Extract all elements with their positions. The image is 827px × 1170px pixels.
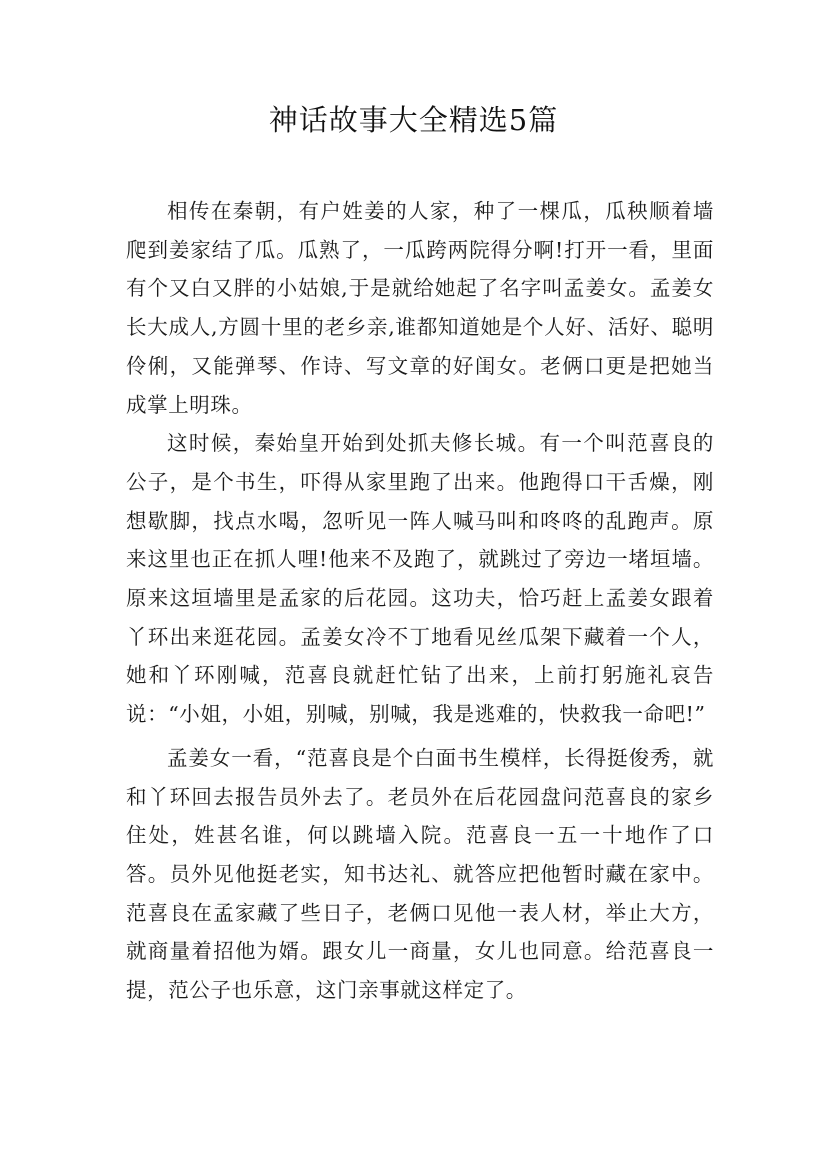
paragraph-3: 孟姜女一看，“范喜良是个白面书生模样，长得挺俊秀，就和丫环回去报告员外去了。老员外在后花园盘问范喜良的家乡住处，姓甚名谁，何以跳墙入院。范喜良一五一十地作了口答。员外见他挺老实，知书达礼、就答应把他暂时藏在家中。范喜良在孟家藏了些日子，老俩口见他一表人材，举止大方，就商量着招他为婿。跟女儿一商量，女儿也同意。给范喜良一提，范公子也乐意，这门亲事就这样定了。 bbox=[126, 745, 714, 1003]
document-title: 神话故事大全精选5篇 bbox=[268, 103, 559, 137]
paragraph-1: 相传在秦朝，有户姓姜的人家，种了一棵瓜，瓜秧顺着墙爬到姜家结了瓜。瓜熟了，一瓜跨两院得分啊!打开一看，里面有个又白又胖的小姑娘,于是就给她起了名字叫孟姜女。孟姜女长大成人,方圆十里的老乡亲,谁都知道她是个人好、活好、聪明伶俐，又能弹琴、作诗、写文章的好闺女。老俩口更是把她当成掌上明珠。 bbox=[126, 199, 714, 417]
document-body bbox=[126, 192, 714, 1010]
paragraph-2: 这时候，秦始皇开始到处抓夫修长城。有一个叫范喜良的公子，是个书生，吓得从家里跑了出来。他跑得口干舌燥，刚想歇脚，找点水喝，忽听见一阵人喊马叫和咚咚的乱跑声。原来这里也正在抓人哩!他来不及跑了，就跳过了旁边一堵垣墙。原来这垣墙里是孟家的后花园。这功夫，恰巧赶上孟姜女跟着丫环出来逛花园。孟姜女冷不丁地看见丝瓜架下藏着一个人，她和丫环刚喊，范喜良就赶忙钻了出来，上前打躬施礼哀告说：“小姐，小姐，别喊，别喊，我是逃难的，快救我一命吧!” bbox=[126, 431, 714, 727]
